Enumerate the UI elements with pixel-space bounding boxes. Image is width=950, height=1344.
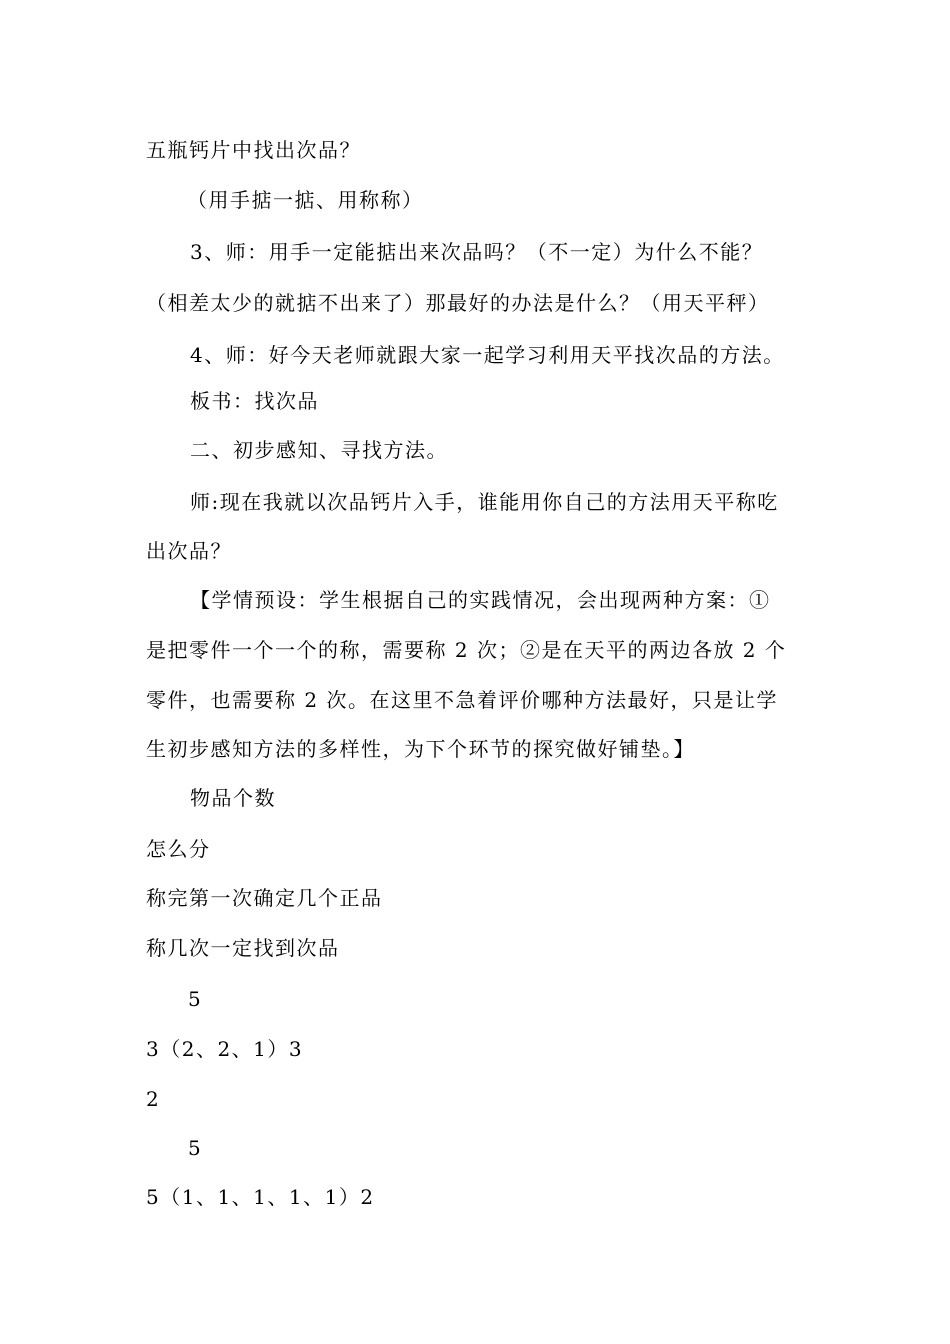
text-line-4: （相差太少的就掂不出来了）那最好的办法是什么？（用天平秤）: [146, 291, 770, 315]
section-heading: 二、初步感知、寻找方法。: [190, 438, 448, 462]
text-line-6: 板书：找次品: [190, 389, 319, 413]
text-line-11: 是把零件一个一个的称，需要称 2 次；②是在天平的两边各放 2 个: [146, 638, 787, 662]
text-line-8: 师:现在我就以次品钙片入手，谁能用你自己的方法用天平称吃: [190, 490, 779, 514]
text-line-2: （用手掂一掂、用称称）: [187, 188, 424, 212]
table-cell: 3（2、2、1）3: [146, 1037, 304, 1061]
table-cell: 5: [188, 1136, 203, 1160]
text-line-12: 零件，也需要称 2 次。在这里不急着评价哪种方法最好，只是让学: [146, 688, 778, 712]
text-line-13: 生初步感知方法的多样性，为下个环节的探究做好铺垫。】: [146, 737, 695, 761]
text-line-3: 3、师：用手一定能掂出来次品吗？（不一定）为什么不能？: [190, 240, 764, 264]
table-cell: 5（1、1、1、1、1）2: [146, 1185, 375, 1209]
text-line-10: 【学情预设：学生根据自己的实践情况，会出现两种方案：①: [190, 588, 771, 612]
text-line-9: 出次品？: [146, 539, 232, 563]
table-header-item-count: 物品个数: [190, 786, 276, 810]
table-cell: 5: [188, 987, 203, 1011]
table-header-how-to-split: 怎么分: [146, 837, 211, 861]
text-line-1: 五瓶钙片中找出次品？: [146, 138, 361, 162]
table-header-times: 称几次一定找到次品: [146, 936, 340, 960]
text-line-5: 4、师：好今天老师就跟大家一起学习利用天平找次品的方法。: [190, 343, 785, 367]
table-header-first-weigh: 称完第一次确定几个正品: [146, 886, 383, 910]
table-cell: 2: [146, 1087, 161, 1111]
